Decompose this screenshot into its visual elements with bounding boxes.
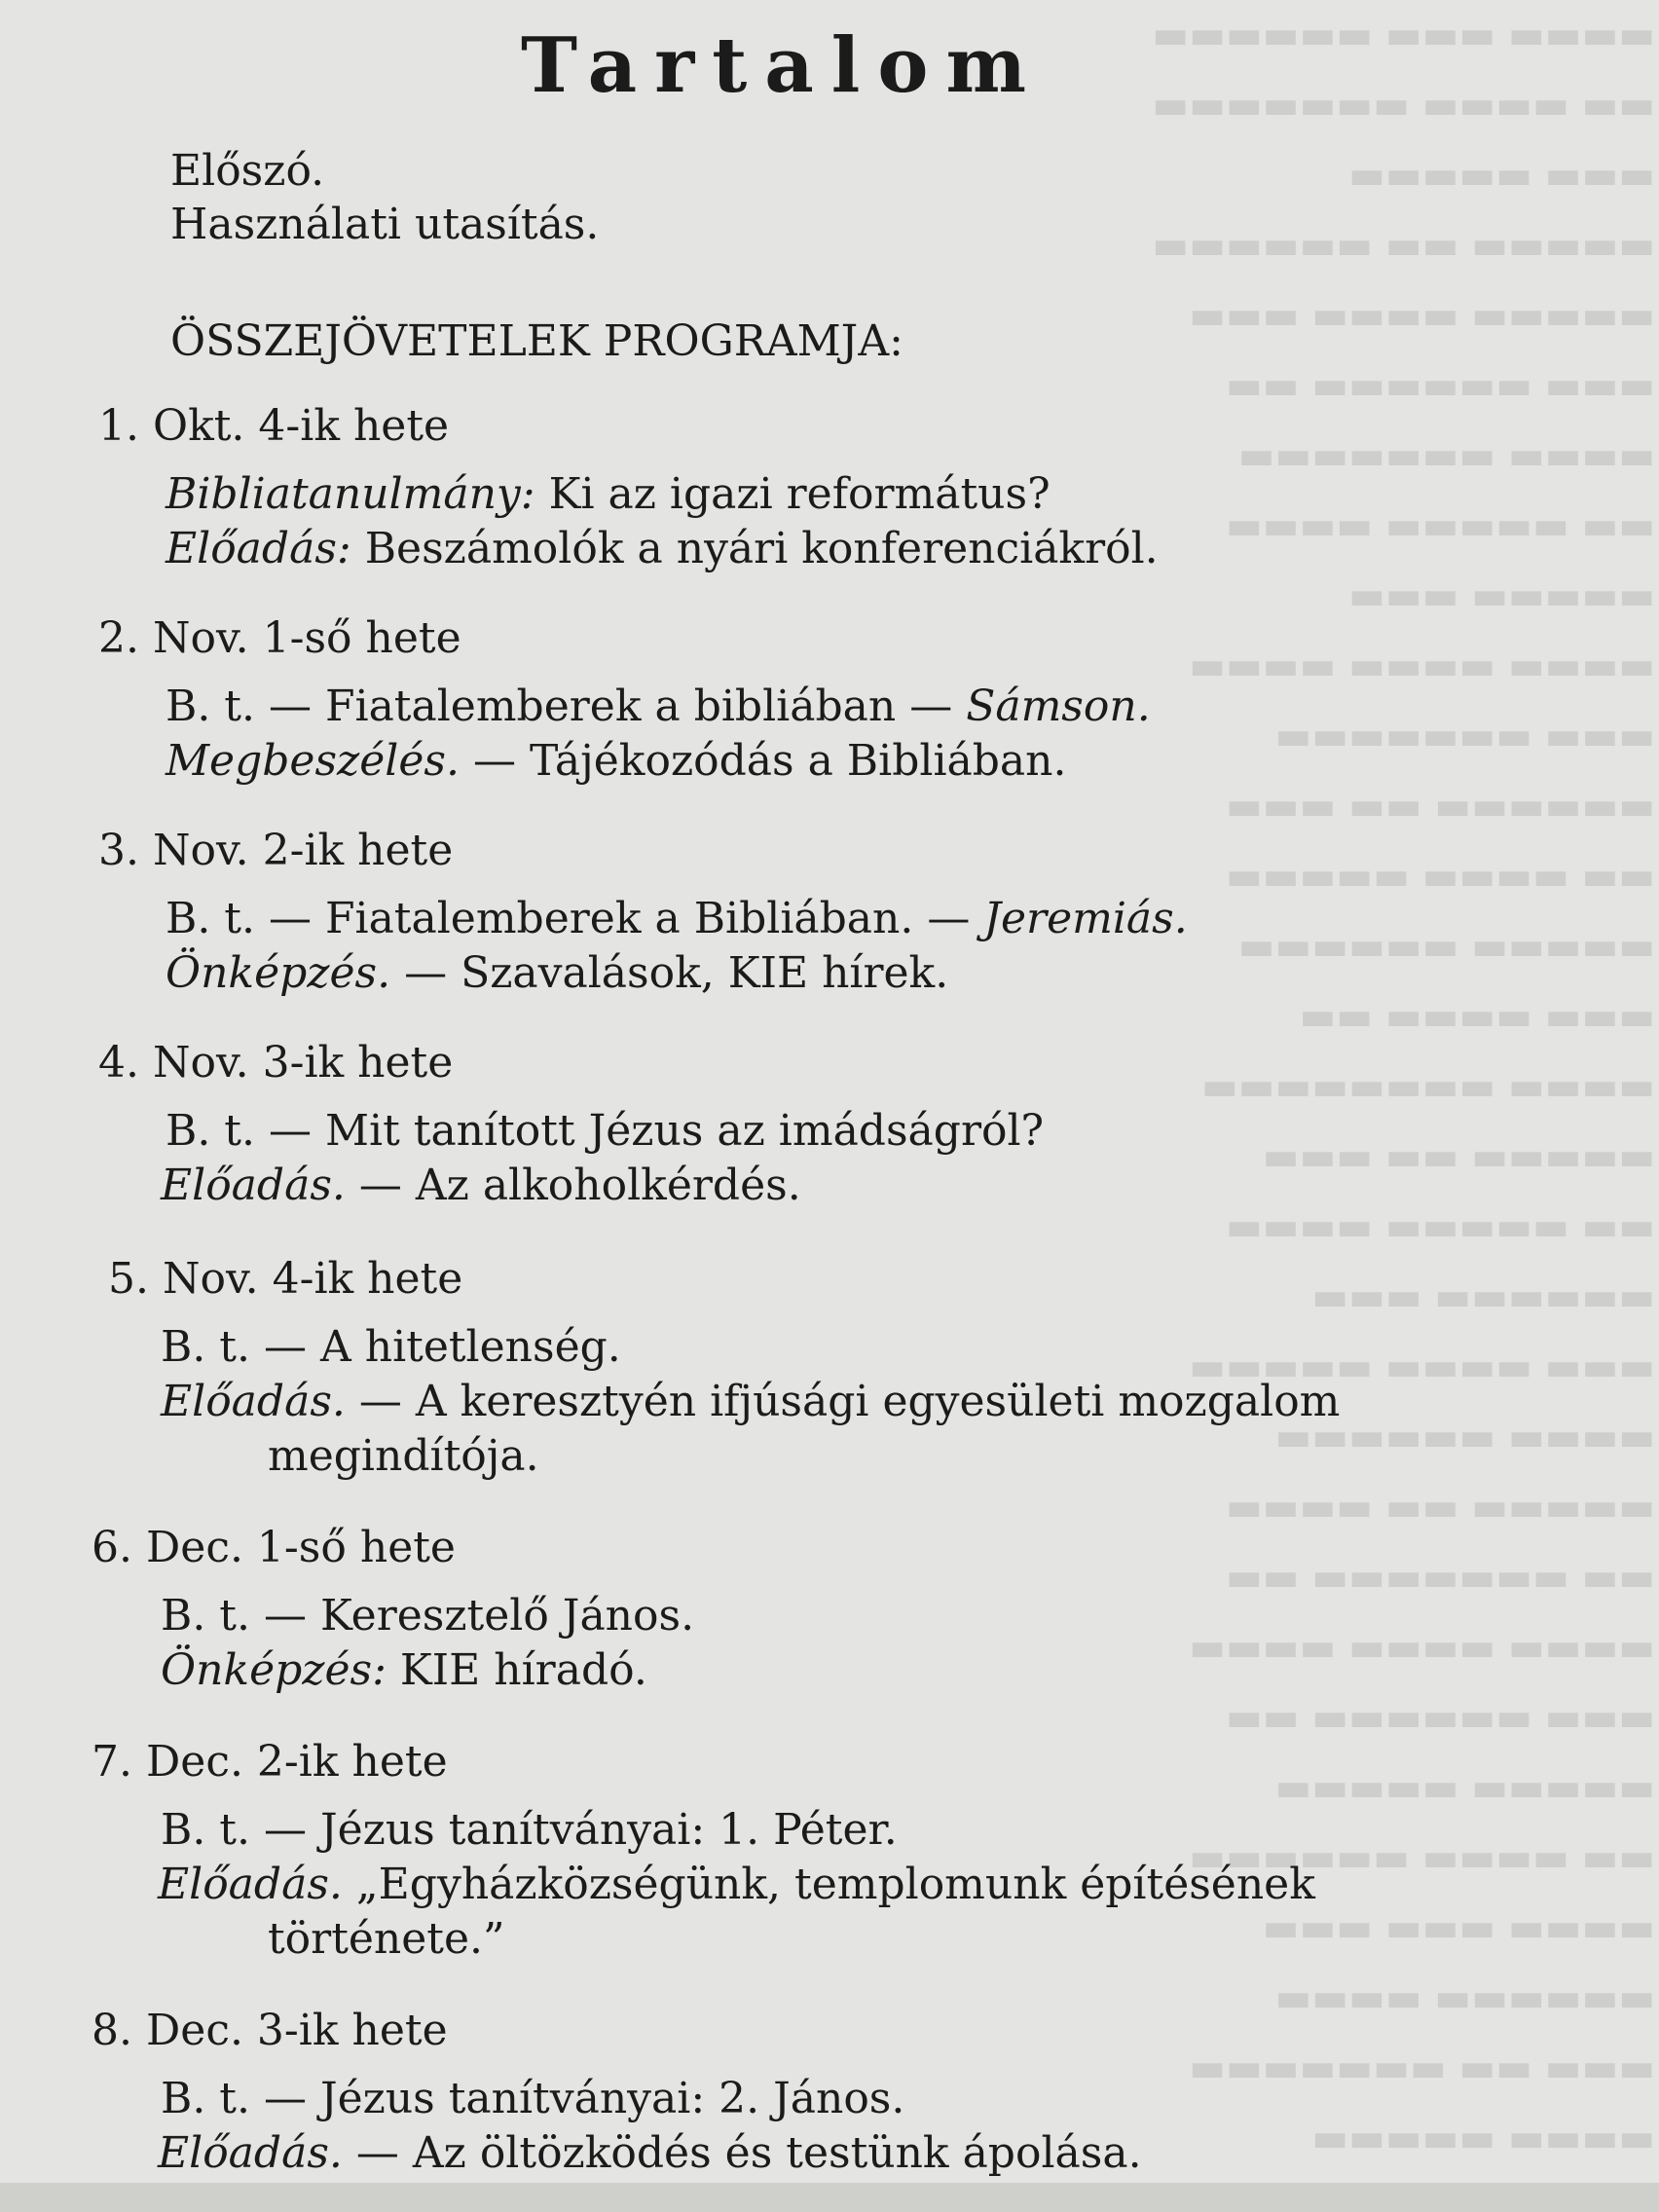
entry-text: — Tájékozódás a Bibliában.	[472, 736, 1067, 786]
entry-2-week	[73, 613, 461, 663]
entry-text: Ki az igazi református?	[548, 469, 1051, 519]
page-bottom-edge	[0, 2183, 1659, 2212]
entry-week-label: Nov. 1-ső hete	[153, 613, 461, 663]
entry-6-line-1	[161, 1591, 694, 1641]
entry-week-label: Dec. 2-ik hete	[146, 1737, 448, 1787]
entry-number: 8.	[92, 2006, 132, 2055]
entry-text: — A keresztyén ifjúsági egyesületi mozgalom	[358, 1377, 1341, 1426]
entry-label: B. t. —	[161, 1591, 307, 1641]
entry-8-line-1	[161, 2074, 904, 2123]
page-title: Tartalom	[521, 21, 1044, 110]
entry-label: B. t. —	[161, 1805, 307, 1855]
entry-text: — Szavalások, KIE hírek.	[404, 948, 949, 998]
entry-text: „Egyházközségünk, templomunk építésének	[355, 1860, 1315, 1909]
entry-1-week	[73, 401, 449, 451]
entry-text: A hitetlenség.	[319, 1322, 621, 1372]
entry-2-line-1	[166, 682, 1151, 731]
entry-3-week	[73, 826, 453, 875]
entry-1-line-1	[166, 469, 1051, 519]
entry-number: 5.	[108, 1254, 149, 1304]
entry-number: 2.	[98, 613, 139, 663]
entry-3-line-1	[166, 894, 1188, 943]
entry-number: 1.	[98, 401, 139, 451]
entry-week-label: Nov. 3-ik hete	[153, 1038, 454, 1088]
entry-8-week	[66, 2006, 448, 2055]
bleed-through-text: ▬▬▬▬ ▬▬▬ ▬▬▬▬▬▬ ▬▬ ▬▬▬▬ ▬▬▬▬▬▬▬ ▬▬▬ ▬▬▬▬▬ ▬▬▬▬▬ ▬▬ ▬▬▬▬▬▬ ▬▬▬▬▬ ▬▬▬▬ ▬▬▬ ▬▬▬ ▬▬▬▬▬▬ ▬▬ ▬▬▬▬ ▬▬▬▬▬▬▬ ▬▬ ▬▬▬▬▬ ▬▬▬▬ ▬▬▬▬▬ ▬▬▬ ▬▬▬▬ ▬▬▬▬ ▬▬▬▬ ▬▬▬ ▬▬▬▬▬▬▬ ▬▬▬▬▬▬ ▬▬ ▬▬▬ ▬▬ ▬▬▬▬ ▬▬▬▬▬ ▬▬▬▬▬ ▬▬▬▬▬▬ ▬▬▬ ▬▬▬▬ ▬▬ ▬▬▬▬ ▬▬▬▬▬▬▬▬ ▬▬▬▬▬ ▬▬ ▬▬▬ ▬▬ ▬▬▬▬▬ ▬▬▬▬ ▬▬▬▬▬▬ ▬▬▬ ▬▬▬ ▬▬▬▬ ▬▬▬▬▬ ▬▬▬▬ ▬▬▬▬▬▬ ▬▬▬▬▬ ▬▬ ▬▬▬▬ ▬▬ ▬▬▬▬▬▬▬ ▬▬ ▬▬▬▬ ▬▬▬▬ ▬▬▬▬ ▬▬▬ ▬▬▬▬▬▬ ▬▬ ▬▬▬▬▬ ▬▬▬▬▬ ▬▬ ▬▬▬▬ ▬▬▬▬▬▬ ▬▬▬▬ ▬▬▬ ▬▬▬ ▬▬▬▬▬▬ ▬▬▬▬ ▬▬▬ ▬▬ ▬▬▬▬▬▬▬ ▬▬▬▬ ▬▬▬▬▬	[1152, 13, 1655, 2160]
entry-text: KIE híradó.	[399, 1645, 647, 1695]
entry-text: Jézus tanítványai: 1. Péter.	[319, 1805, 898, 1855]
entry-text: Beszámolók a nyári konferenciákról.	[364, 524, 1159, 573]
entry-text: Keresztelő János.	[319, 1591, 695, 1641]
entry-label: Előadás.	[158, 2128, 343, 2178]
section-heading: ÖSSZEJÖVETELEK PROGRAMJA:	[170, 316, 903, 366]
entry-week-label: Okt. 4-ik hete	[153, 401, 450, 451]
entry-label: Előadás.	[161, 1161, 346, 1210]
entry-number: 3.	[98, 826, 139, 875]
entry-text: Fiatalemberek a Bibliában. —	[324, 894, 971, 943]
entry-8-line-2	[158, 2128, 1142, 2178]
entry-5-line-1	[161, 1322, 621, 1372]
entry-subject: Jeremiás.	[983, 894, 1188, 943]
entry-7-week	[66, 1737, 448, 1787]
entry-label: Előadás.	[161, 1377, 346, 1426]
entry-subject: Sámson.	[966, 682, 1151, 731]
entry-week-label: Dec. 3-ik hete	[146, 2006, 448, 2055]
entry-number: 6.	[92, 1523, 132, 1572]
entry-5-week	[83, 1254, 462, 1304]
entry-4-week	[73, 1038, 453, 1088]
entry-text: Mit tanított Jézus az imádságról?	[324, 1106, 1045, 1156]
entry-text: Jézus tanítványai: 2. János.	[319, 2074, 905, 2123]
entry-label: Megbeszélés.	[166, 736, 460, 786]
entry-week-label: Nov. 2-ik hete	[153, 826, 454, 875]
front-matter-foreword: Előszó.	[170, 146, 325, 196]
entry-5-line-2	[161, 1377, 1340, 1426]
entry-text: Fiatalemberek a bibliában —	[324, 682, 953, 731]
entry-5-line-3: megindítója.	[268, 1431, 539, 1481]
entry-label: B. t. —	[166, 894, 312, 943]
entry-2-line-2	[166, 736, 1066, 786]
entry-number: 4.	[98, 1038, 139, 1088]
entry-7-line-1	[161, 1805, 898, 1855]
entry-number: 7.	[92, 1737, 132, 1787]
entry-week-label: Dec. 1-ső hete	[146, 1523, 456, 1572]
entry-text: — Az öltözködés és testünk ápolása.	[355, 2128, 1142, 2178]
entry-1-line-2	[166, 524, 1159, 573]
front-matter-instructions: Használati utasítás.	[170, 200, 600, 249]
entry-label: B. t. —	[161, 2074, 307, 2123]
entry-4-line-1	[166, 1106, 1044, 1156]
entry-7-line-3: története.”	[268, 1914, 505, 1964]
entry-label: Előadás.	[158, 1860, 343, 1909]
entry-label: Bibliatanulmány:	[166, 469, 535, 519]
entry-label: Önképzés:	[161, 1645, 387, 1695]
entry-text: — Az alkoholkérdés.	[358, 1161, 801, 1210]
entry-label: B. t. —	[161, 1322, 307, 1372]
entry-6-week	[66, 1523, 456, 1572]
entry-6-line-2	[161, 1645, 647, 1695]
entry-3-line-2	[166, 948, 948, 998]
entry-label: B. t. —	[166, 682, 312, 731]
entry-week-label: Nov. 4-ik hete	[163, 1254, 463, 1304]
entry-7-line-2	[158, 1860, 1315, 1909]
entry-label: B. t. —	[166, 1106, 312, 1156]
entry-4-line-2	[161, 1161, 801, 1210]
entry-label: Előadás:	[166, 524, 351, 573]
entry-label: Önképzés.	[166, 948, 391, 998]
